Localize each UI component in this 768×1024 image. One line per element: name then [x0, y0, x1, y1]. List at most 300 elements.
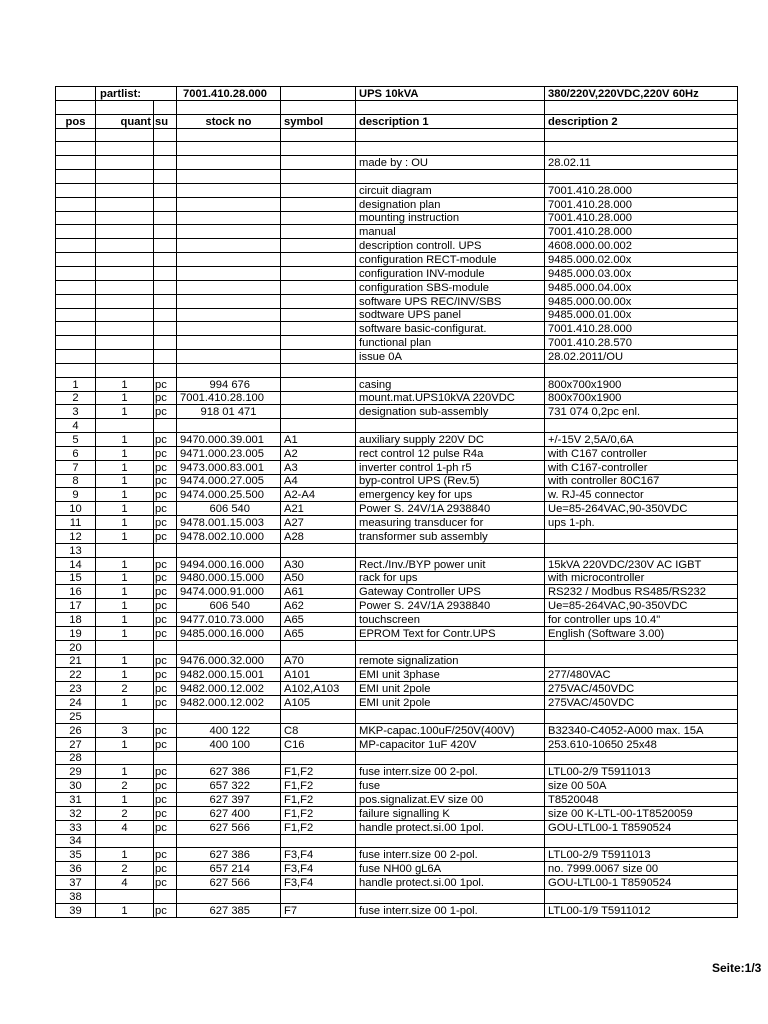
part-stock-no: 400 122 [177, 723, 281, 737]
empty-cell [177, 322, 281, 336]
part-stock-no: 9494.000.16.000 [177, 557, 281, 571]
part-description-2: GOU-LTL00-1 T8590524 [545, 820, 738, 834]
part-unit: pc [154, 848, 177, 862]
part-unit: pc [154, 654, 177, 668]
empty-cell [177, 294, 281, 308]
empty-cell [96, 211, 154, 225]
empty-cell [281, 225, 356, 239]
part-quantity: 3 [96, 723, 154, 737]
part-symbol: A21 [281, 502, 356, 516]
part-quantity [96, 889, 154, 903]
info-description: made by : OU [356, 156, 545, 170]
part-stock-no: 9485.000.16.000 [177, 626, 281, 640]
part-pos: 1 [56, 377, 96, 391]
part-description-2 [545, 654, 738, 668]
empty-cell [177, 266, 281, 280]
part-description-1: EMI unit 3phase [356, 668, 545, 682]
empty-cell [96, 239, 154, 253]
part-symbol [281, 709, 356, 723]
part-description-1: MP-capacitor 1uF 420V [356, 737, 545, 751]
part-pos: 2 [56, 391, 96, 405]
part-row [56, 543, 738, 557]
empty-cell [96, 322, 154, 336]
part-row [56, 889, 738, 903]
part-row [56, 460, 738, 474]
part-unit [154, 889, 177, 903]
part-quantity: 2 [96, 779, 154, 793]
info-value: 7001.410.28.000 [545, 225, 738, 239]
part-quantity: 1 [96, 668, 154, 682]
info-description: designation plan [356, 197, 545, 211]
part-quantity [96, 419, 154, 433]
part-description-1: fuse NH00 gL6A [356, 862, 545, 876]
info-row [56, 225, 738, 239]
info-row [56, 350, 738, 364]
col-su: su [154, 114, 177, 128]
part-row [56, 806, 738, 820]
part-quantity: 1 [96, 571, 154, 585]
part-unit: pc [154, 806, 177, 820]
part-pos: 19 [56, 626, 96, 640]
part-stock-no [177, 889, 281, 903]
empty-cell [96, 253, 154, 267]
info-value: 7001.410.28.570 [545, 336, 738, 350]
part-pos: 24 [56, 696, 96, 710]
part-description-1 [356, 834, 545, 848]
info-description: configuration SBS-module [356, 280, 545, 294]
part-description-1: Gateway Controller UPS [356, 585, 545, 599]
part-quantity: 1 [96, 765, 154, 779]
part-unit: pc [154, 391, 177, 405]
part-stock-no: 7001.410.28.100 [177, 391, 281, 405]
empty-cell [56, 266, 96, 280]
part-stock-no: 627 397 [177, 793, 281, 807]
empty-cell [56, 336, 96, 350]
part-unit: pc [154, 903, 177, 917]
part-quantity: 1 [96, 516, 154, 530]
part-pos: 8 [56, 474, 96, 488]
part-description-1 [356, 543, 545, 557]
part-row [56, 737, 738, 751]
part-description-1: Rect./Inv./BYP power unit [356, 557, 545, 571]
part-description-2 [545, 751, 738, 765]
part-row [56, 779, 738, 793]
part-stock-no [177, 751, 281, 765]
part-unit: pc [154, 793, 177, 807]
part-row [56, 433, 738, 447]
part-pos: 25 [56, 709, 96, 723]
empty-cell [154, 170, 177, 184]
info-value: 9485.000.01.00x [545, 308, 738, 322]
spacer-row [56, 363, 738, 377]
part-description-1: EMI unit 2pole [356, 682, 545, 696]
part-description-2 [545, 834, 738, 848]
empty-cell [96, 225, 154, 239]
part-row [56, 516, 738, 530]
part-symbol: A65 [281, 613, 356, 627]
part-row [56, 599, 738, 613]
part-description-2: T8520048 [545, 793, 738, 807]
part-description-2: B32340-C4052-A000 max. 15A [545, 723, 738, 737]
empty-cell [177, 350, 281, 364]
info-description: mounting instruction [356, 211, 545, 225]
part-pos: 13 [56, 543, 96, 557]
part-description-2: English (Software 3.00) [545, 626, 738, 640]
empty-cell [96, 280, 154, 294]
part-unit: pc [154, 696, 177, 710]
col-description-1: description 1 [356, 114, 545, 128]
empty-cell [177, 336, 281, 350]
empty-cell [56, 211, 96, 225]
info-value: 9485.000.02.00x [545, 253, 738, 267]
empty-cell [96, 336, 154, 350]
part-stock-no: 918 01 471 [177, 405, 281, 419]
part-pos: 14 [56, 557, 96, 571]
part-quantity: 1 [96, 377, 154, 391]
part-stock-no: 400 100 [177, 737, 281, 751]
part-row [56, 377, 738, 391]
part-description-1: Power S. 24V/1A 2938840 [356, 502, 545, 516]
part-symbol: C8 [281, 723, 356, 737]
part-symbol: A61 [281, 585, 356, 599]
part-pos: 34 [56, 834, 96, 848]
empty-cell [96, 363, 154, 377]
info-description [356, 170, 545, 184]
empty-cell [56, 183, 96, 197]
part-row [56, 530, 738, 544]
part-row [56, 876, 738, 890]
part-stock-no: 627 385 [177, 903, 281, 917]
part-stock-no: 627 400 [177, 806, 281, 820]
part-symbol: C16 [281, 737, 356, 751]
part-unit: pc [154, 723, 177, 737]
part-description-2: with C167 controller [545, 446, 738, 460]
part-stock-no [177, 543, 281, 557]
col-description-2: description 2 [545, 114, 738, 128]
part-row [56, 793, 738, 807]
part-description-1: touchscreen [356, 613, 545, 627]
empty-cell [177, 239, 281, 253]
part-stock-no: 657 322 [177, 779, 281, 793]
part-stock-no: 9482.000.12.002 [177, 696, 281, 710]
info-value [545, 170, 738, 184]
part-description-1: MKP-capac.100uF/250V(400V) [356, 723, 545, 737]
part-pos: 10 [56, 502, 96, 516]
part-quantity: 1 [96, 474, 154, 488]
part-pos: 26 [56, 723, 96, 737]
empty-cell [177, 308, 281, 322]
part-row [56, 626, 738, 640]
empty-cell [281, 322, 356, 336]
empty-cell [177, 170, 281, 184]
part-unit: pc [154, 446, 177, 460]
part-description-1: EPROM Text for Contr.UPS [356, 626, 545, 640]
part-pos: 20 [56, 640, 96, 654]
empty-cell [177, 253, 281, 267]
part-description-2: with microcontroller [545, 571, 738, 585]
info-description: configuration RECT-module [356, 253, 545, 267]
part-unit [154, 751, 177, 765]
part-description-2: ups 1-ph. [545, 516, 738, 530]
part-unit: pc [154, 626, 177, 640]
part-unit: pc [154, 599, 177, 613]
empty-cell [56, 308, 96, 322]
empty-cell [56, 350, 96, 364]
part-quantity: 1 [96, 626, 154, 640]
part-stock-no: 627 386 [177, 765, 281, 779]
empty-cell [56, 294, 96, 308]
part-description-2 [545, 419, 738, 433]
info-description: configuration INV-module [356, 266, 545, 280]
header-row [56, 87, 738, 101]
info-row [56, 322, 738, 336]
part-symbol [281, 419, 356, 433]
part-quantity: 2 [96, 806, 154, 820]
part-unit: pc [154, 862, 177, 876]
part-unit: pc [154, 502, 177, 516]
part-description-2 [545, 530, 738, 544]
part-row [56, 613, 738, 627]
part-symbol: F7 [281, 903, 356, 917]
info-row [56, 156, 738, 170]
part-description-2 [545, 543, 738, 557]
part-row [56, 488, 738, 502]
part-description-1: remote signalization [356, 654, 545, 668]
part-quantity: 2 [96, 862, 154, 876]
empty-cell [545, 363, 738, 377]
part-row [56, 502, 738, 516]
part-symbol [281, 377, 356, 391]
part-row [56, 391, 738, 405]
part-quantity: 1 [96, 391, 154, 405]
part-quantity: 1 [96, 585, 154, 599]
info-row [56, 239, 738, 253]
empty-cell [177, 280, 281, 294]
info-description: manual [356, 225, 545, 239]
part-stock-no: 9471.000.23.005 [177, 446, 281, 460]
part-stock-no: 9478.002.10.000 [177, 530, 281, 544]
part-description-1 [356, 751, 545, 765]
part-description-2: LTL00-1/9 T5911012 [545, 903, 738, 917]
part-description-1: auxiliary supply 220V DC [356, 433, 545, 447]
empty-cell [177, 225, 281, 239]
part-stock-no: 9474.000.91.000 [177, 585, 281, 599]
spacer-row [56, 100, 738, 114]
part-symbol: F1,F2 [281, 779, 356, 793]
part-description-1: fuse interr.size 00 2-pol. [356, 848, 545, 862]
info-row [56, 308, 738, 322]
spacer-row [56, 128, 738, 142]
empty-cell [56, 170, 96, 184]
info-row [56, 183, 738, 197]
column-header-row [56, 114, 738, 128]
col-pos: pos [56, 114, 96, 128]
part-pos: 37 [56, 876, 96, 890]
info-description: functional plan [356, 336, 545, 350]
part-stock-no [177, 419, 281, 433]
info-value: 7001.410.28.000 [545, 322, 738, 336]
part-description-1: EMI unit 2pole [356, 696, 545, 710]
part-description-2: Ue=85-264VAC,90-350VDC [545, 502, 738, 516]
info-row [56, 253, 738, 267]
part-row [56, 709, 738, 723]
part-symbol: F1,F2 [281, 765, 356, 779]
part-pos: 35 [56, 848, 96, 862]
part-quantity: 1 [96, 793, 154, 807]
part-row [56, 446, 738, 460]
empty-cell [96, 350, 154, 364]
empty-cell [154, 156, 177, 170]
part-unit: pc [154, 516, 177, 530]
part-unit: pc [154, 557, 177, 571]
part-pos: 36 [56, 862, 96, 876]
empty-cell [177, 363, 281, 377]
empty-cell [96, 170, 154, 184]
empty-cell [96, 197, 154, 211]
part-quantity: 1 [96, 488, 154, 502]
partlist-label: partlist: [96, 87, 177, 101]
empty-cell [154, 322, 177, 336]
part-stock-no: 606 540 [177, 599, 281, 613]
empty-cell [56, 322, 96, 336]
empty-cell [96, 183, 154, 197]
info-description: software UPS REC/INV/SBS [356, 294, 545, 308]
empty-cell [281, 336, 356, 350]
empty-cell [281, 170, 356, 184]
info-description: circuit diagram [356, 183, 545, 197]
part-symbol: A70 [281, 654, 356, 668]
col-quant: quant [96, 114, 154, 128]
info-value: 7001.410.28.000 [545, 211, 738, 225]
part-pos: 4 [56, 419, 96, 433]
part-description-1: transformer sub assembly [356, 530, 545, 544]
part-unit: pc [154, 820, 177, 834]
part-quantity: 1 [96, 903, 154, 917]
part-stock-no: 9480.000.15.000 [177, 571, 281, 585]
part-description-2: w. RJ-45 connector [545, 488, 738, 502]
part-pos: 15 [56, 571, 96, 585]
part-stock-no [177, 709, 281, 723]
part-symbol: A50 [281, 571, 356, 585]
part-description-2: LTL00-2/9 T5911013 [545, 848, 738, 862]
empty-cell [56, 225, 96, 239]
part-row [56, 903, 738, 917]
part-row [56, 557, 738, 571]
part-pos: 11 [56, 516, 96, 530]
part-quantity [96, 751, 154, 765]
part-symbol: A62 [281, 599, 356, 613]
part-description-2 [545, 709, 738, 723]
empty-cell [154, 280, 177, 294]
part-description-1: Power S. 24V/1A 2938840 [356, 599, 545, 613]
part-quantity: 1 [96, 696, 154, 710]
part-pos: 23 [56, 682, 96, 696]
part-unit: pc [154, 668, 177, 682]
part-stock-no: 994 676 [177, 377, 281, 391]
part-row [56, 765, 738, 779]
part-description-2: with controller 80C167 [545, 474, 738, 488]
part-symbol: A101 [281, 668, 356, 682]
part-row [56, 723, 738, 737]
part-description-2: no. 7999.0067 size 00 [545, 862, 738, 876]
info-row [56, 336, 738, 350]
part-row [56, 751, 738, 765]
empty-cell [56, 363, 96, 377]
part-description-2: Ue=85-264VAC,90-350VDC [545, 599, 738, 613]
empty-cell [281, 350, 356, 364]
partlist-table [55, 86, 738, 918]
empty-cell [56, 197, 96, 211]
part-description-2: LTL00-2/9 T5911013 [545, 765, 738, 779]
part-description-1: measuring transducer for [356, 516, 545, 530]
part-description-2 [545, 640, 738, 654]
empty-cell [356, 363, 545, 377]
empty-cell [281, 197, 356, 211]
part-quantity: 1 [96, 502, 154, 516]
info-row [56, 211, 738, 225]
empty-cell [281, 239, 356, 253]
part-symbol: F3,F4 [281, 876, 356, 890]
part-description-2: 800x700x1900 [545, 391, 738, 405]
part-unit: pc [154, 530, 177, 544]
part-description-2: 275VAC/450VDC [545, 682, 738, 696]
part-symbol: F3,F4 [281, 848, 356, 862]
col-symbol: symbol [281, 114, 356, 128]
empty-cell [96, 266, 154, 280]
part-unit: pc [154, 779, 177, 793]
part-symbol: A2 [281, 446, 356, 460]
part-description-1: pos.signalizat.EV size 00 [356, 793, 545, 807]
part-description-2: 253.610-10650 25x48 [545, 737, 738, 751]
part-row [56, 682, 738, 696]
info-value: 28.02.11 [545, 156, 738, 170]
part-unit: pc [154, 405, 177, 419]
part-pos: 31 [56, 793, 96, 807]
part-stock-no: 9473.000.83.001 [177, 460, 281, 474]
info-description: sodtware UPS panel [356, 308, 545, 322]
part-symbol: F3,F4 [281, 862, 356, 876]
part-stock-no: 9470.000.39.001 [177, 433, 281, 447]
part-unit: pc [154, 585, 177, 599]
part-unit: pc [154, 737, 177, 751]
part-stock-no: 9482.000.12.002 [177, 682, 281, 696]
part-description-2: for controller ups 10.4" [545, 613, 738, 627]
part-stock-no: 9478.001.15.003 [177, 516, 281, 530]
part-symbol: A27 [281, 516, 356, 530]
empty-cell [177, 211, 281, 225]
part-row [56, 419, 738, 433]
part-pos: 16 [56, 585, 96, 599]
part-description-1 [356, 709, 545, 723]
part-pos: 7 [56, 460, 96, 474]
part-stock-no: 657 214 [177, 862, 281, 876]
info-description: software basic-configurat. [356, 322, 545, 336]
part-pos: 30 [56, 779, 96, 793]
info-row [56, 294, 738, 308]
info-value: 9485.000.00.00x [545, 294, 738, 308]
info-row [56, 197, 738, 211]
part-quantity [96, 640, 154, 654]
part-stock-no: 9477.010.73.000 [177, 613, 281, 627]
part-pos: 22 [56, 668, 96, 682]
part-description-1 [356, 419, 545, 433]
part-stock-no: 9474.000.27.005 [177, 474, 281, 488]
part-description-1 [356, 889, 545, 903]
empty-cell [56, 280, 96, 294]
part-quantity: 4 [96, 820, 154, 834]
empty-cell [96, 156, 154, 170]
empty-cell [177, 156, 281, 170]
